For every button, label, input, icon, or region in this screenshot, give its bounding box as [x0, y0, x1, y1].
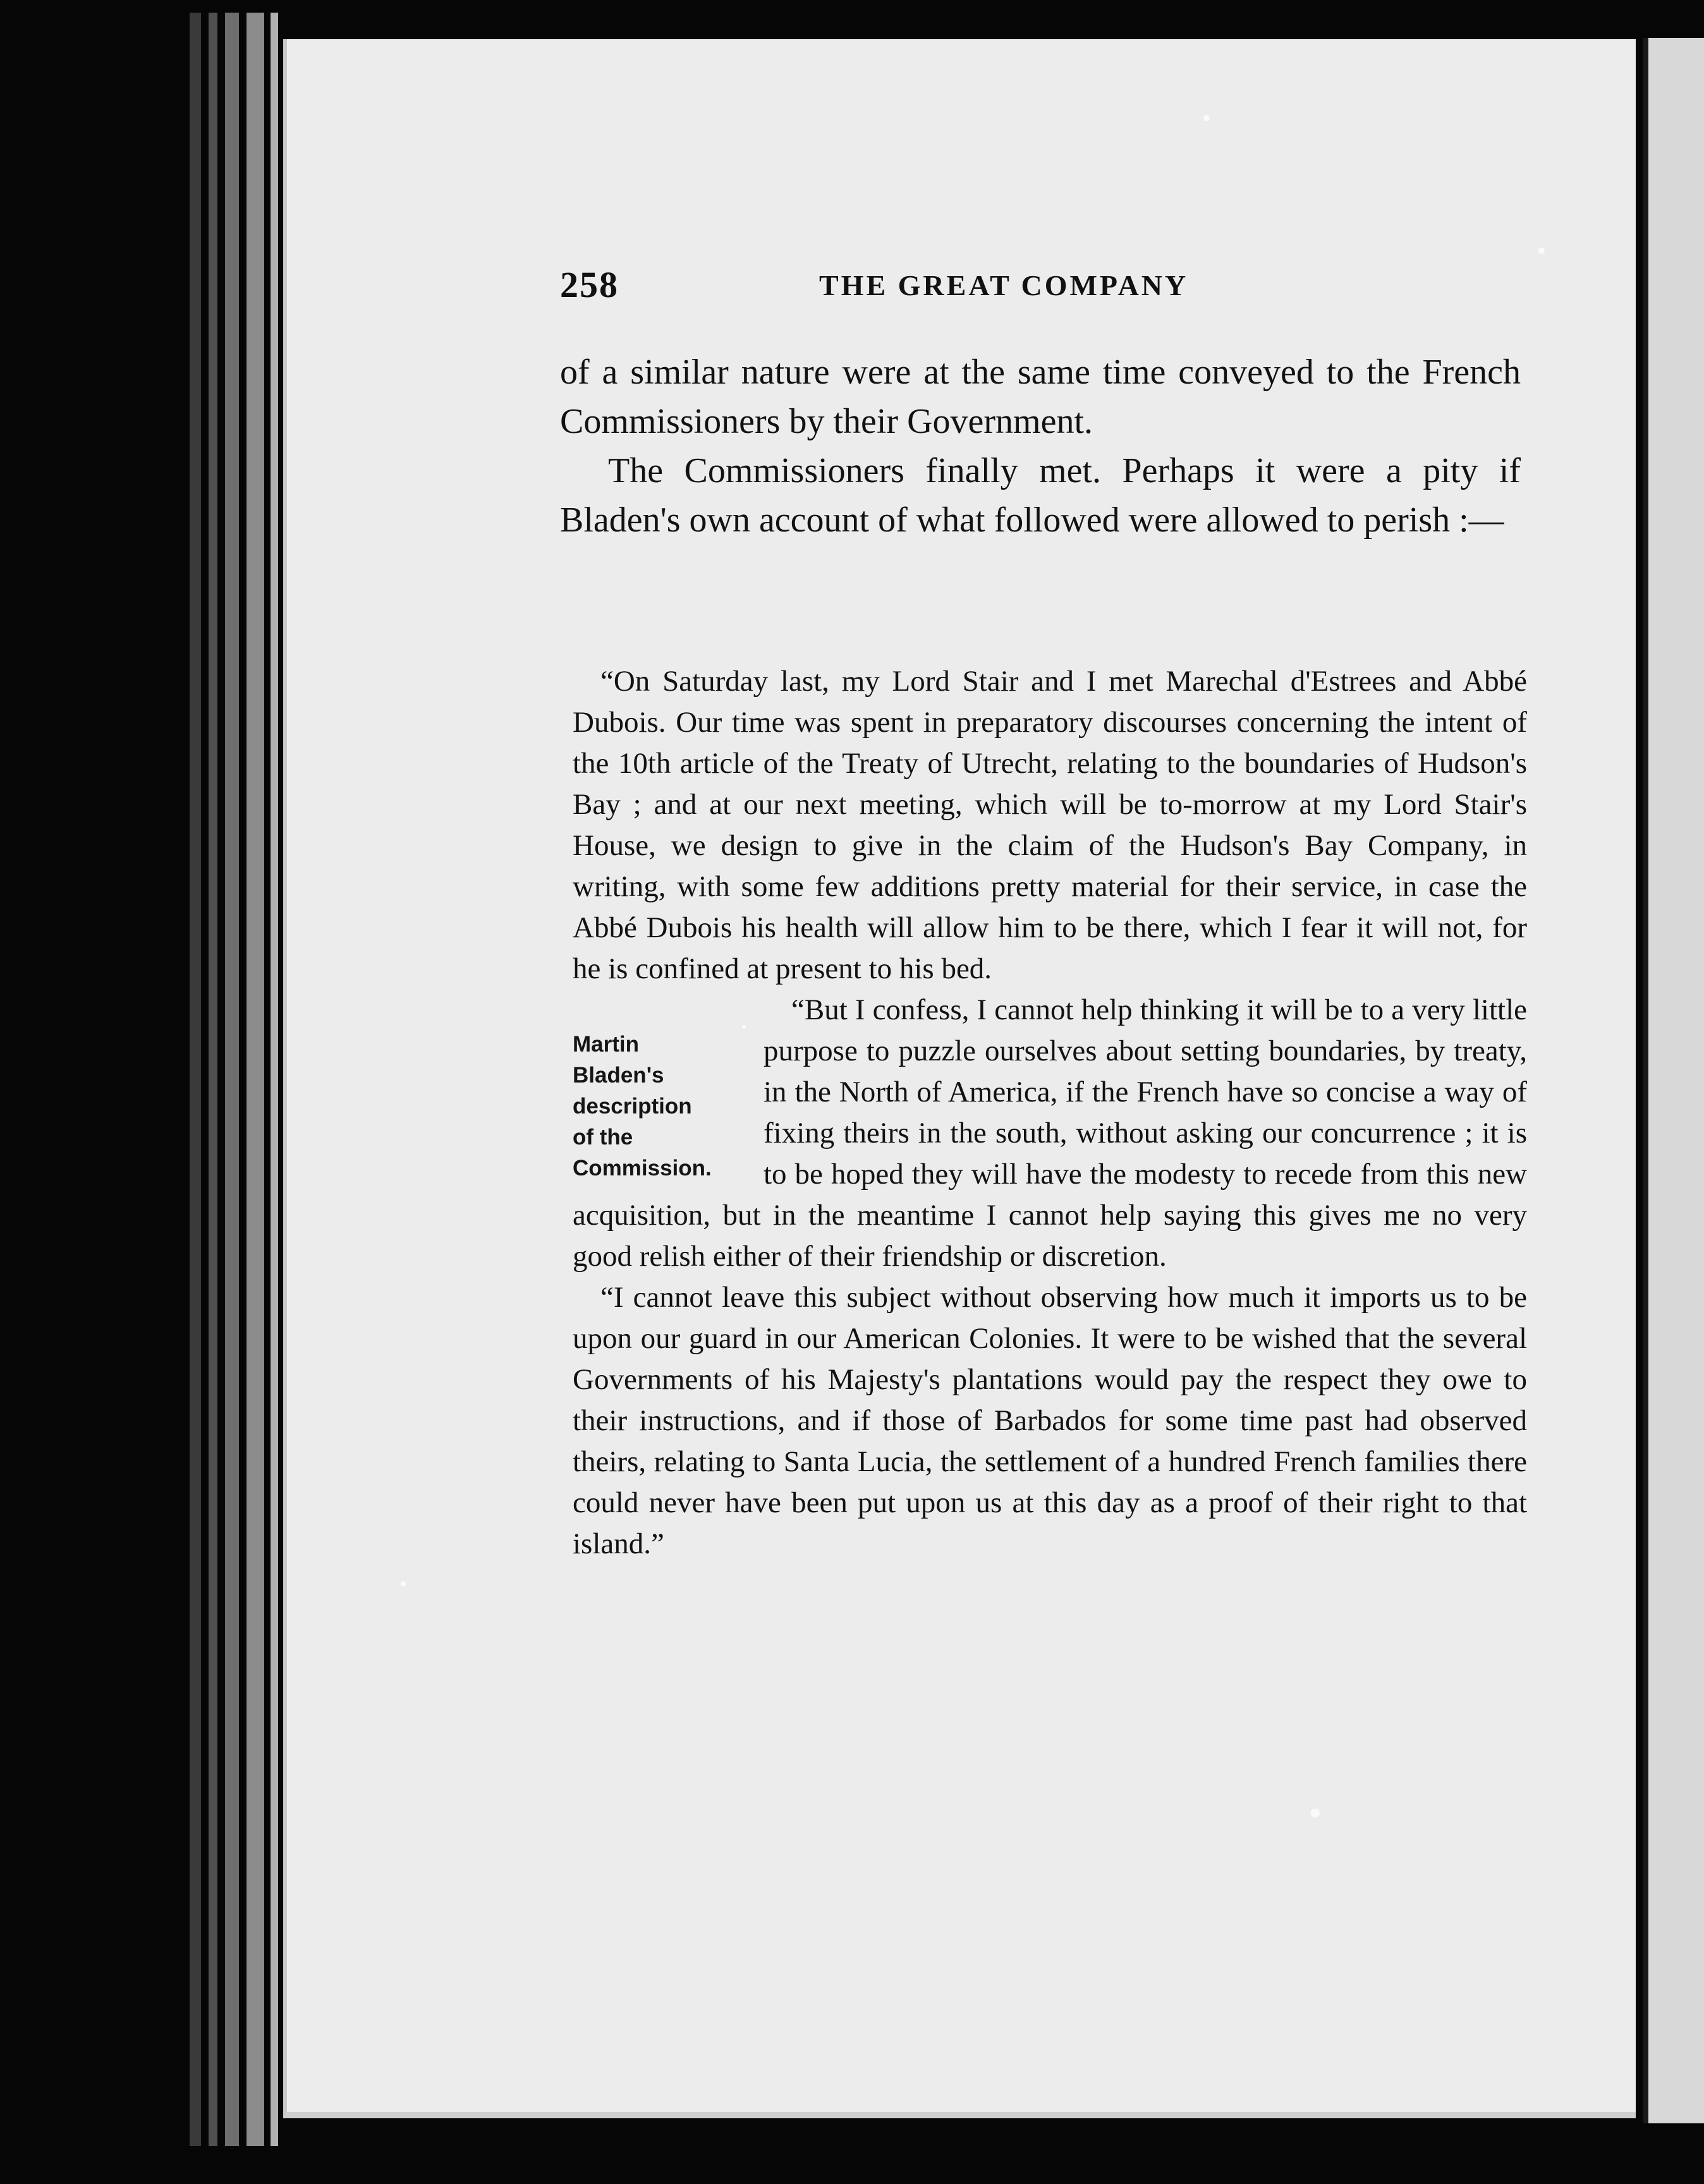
facing-page-edge — [1643, 38, 1704, 2123]
quote-paragraph: “On Saturday last, my Lord Stair and I met Marechal d'Estrees and Abbé Dubois. Our time was spent in preparatory discourses concerning the intent of the 10th article of the Treaty of Utrecht, relating to the boundaries of Hudson's Bay ; and at our next meeting, which will be to-morrow at my Lord Stair's House, we design to give in the claim of the Hudson's Bay Company, in writing, with some few additions pretty material for their service, in case the Abbé Dubois his health will allow him to be there, which I fear it will not, for he is confined at present to his bed. — [573, 665, 1527, 985]
body-paragraph: of a similar nature were at the same time conveyed to the French Commissioners by their Government. — [560, 353, 1521, 441]
book-edge-strip — [190, 13, 201, 2146]
body-paragraph: The Commissioners finally met. Perhaps it were a pity if Bladen's own account of what followed were allowed to perish :— — [560, 451, 1521, 540]
body-text — [560, 348, 1521, 545]
book-edge-strip — [246, 13, 264, 2146]
quote-paragraph: “I cannot leave this subject without observing how much it imports us to be upon our guard in our American Colonies. It were to be wished that the several Governments of his Majesty's plantations would pay the respect they owe to their instructions, and if those of Barbados for some time past had observed theirs, relating to Santa Lucia, the settlement of a hundred French families there could never have been put upon us at this day as a proof of their right to that island.” — [573, 1281, 1527, 1560]
book-page — [283, 39, 1636, 2118]
book-edge-strip — [271, 13, 278, 2146]
quote-paragraph: “But I confess, I cannot help thinking it will be to a very little purpose to puzzle ourselves about setting boundaries, by treaty, in the North of America, if the French have so concise a way of fixing theirs in the south, without asking our concurrence ; it is to be hoped they will have the modesty to recede from this new acquisition, but in the meantime I cannot help saying this gives me no very good relish either of their friendship or discretion. — [573, 993, 1527, 1273]
page-number: 258 — [560, 264, 619, 305]
quote-with-sidenote — [573, 990, 1527, 1277]
book-edge-strip — [225, 13, 239, 2146]
margin-sidenote: Martin Bladen's description of the Commission. — [573, 1032, 712, 1180]
running-head: THE GREAT COMPANY — [819, 269, 1189, 301]
block-quote — [573, 661, 1527, 1565]
page-header — [560, 264, 1521, 314]
book-edge-strip — [209, 13, 217, 2146]
